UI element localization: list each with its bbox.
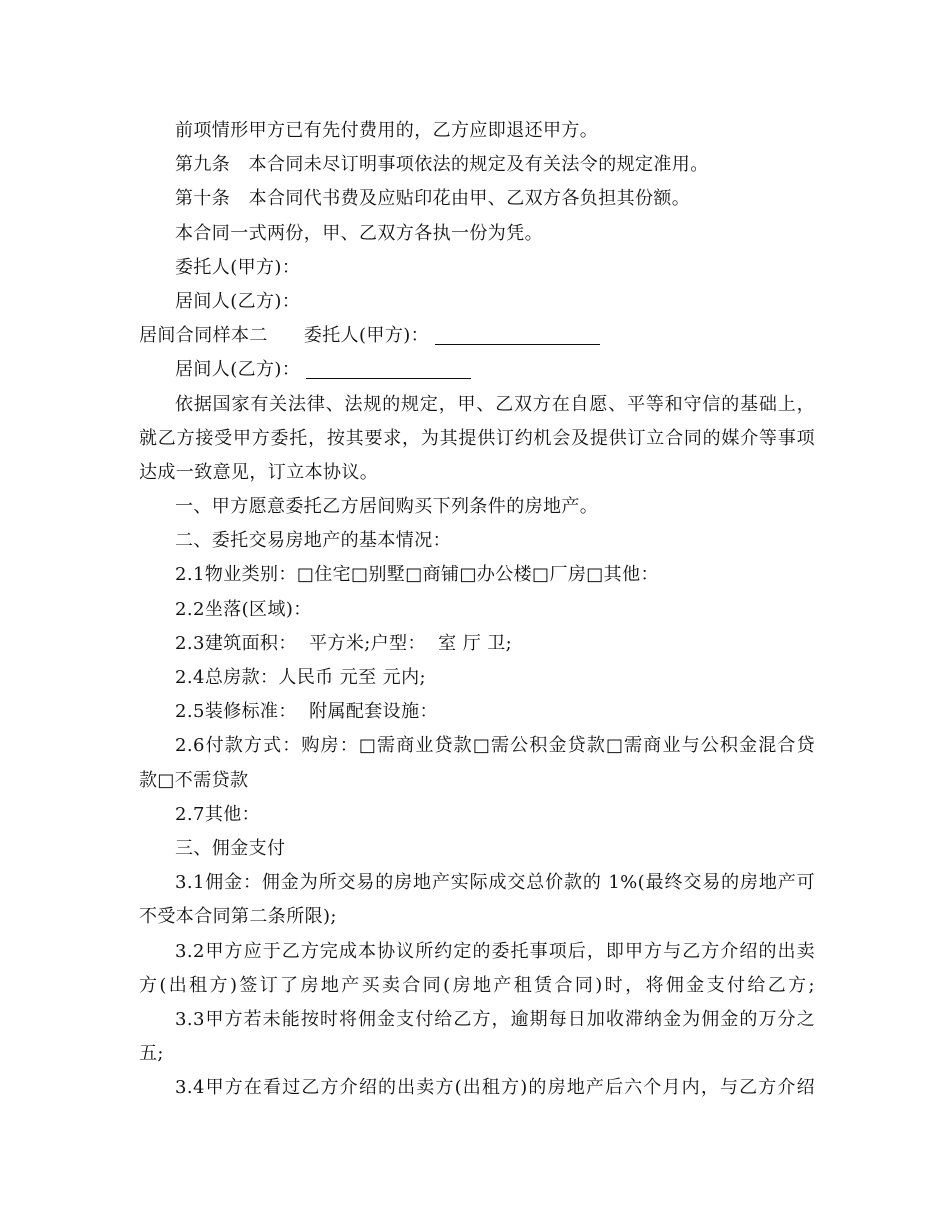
item-2-4-total-price: 2.4总房款：人民币 元至 元内;	[175, 667, 426, 688]
sample-two-agent-line	[139, 353, 815, 387]
client-signature-label: 委托人(甲方)：	[175, 256, 301, 278]
sample-two-heading: 居间合同样本二	[139, 325, 268, 347]
item-2-3-area: 2.3建筑面积： 平方米;户型： 室 厅 卫;	[175, 632, 513, 654]
item-2-7-other: 2.7其他：	[175, 803, 261, 825]
item-3-1-line-1: 3.1佣金：佣金为所交易的房地产实际成交总价款的 1%(最终交易的房地产可	[175, 872, 815, 894]
item-3-2-line-1: 3.2甲方应于乙方完成本协议所约定的委托事项后，即甲方与乙方介绍的出卖	[175, 940, 815, 962]
item-3-3-line-1: 3.3甲方若未能按时将佣金支付给乙方，逾期每日加收滞纳金为佣金的万分之	[175, 1008, 815, 1030]
sample-two-agent-label: 居间人(乙方)：	[175, 359, 301, 381]
preamble-line-1: 依据国家有关法律、法规的规定，甲、乙双方在自愿、平等和守信的基础上，	[175, 393, 815, 415]
item-3-3-line-2: 五;	[139, 1043, 164, 1065]
section-three: 三、佣金支付	[175, 837, 286, 859]
agent-blank-line	[306, 358, 471, 379]
document-body	[139, 114, 815, 1105]
item-2-6-payment-line-1: 2.6付款方式：购房：□需商业贷款□需公积金贷款□需商业与公积金混合贷	[175, 735, 815, 757]
section-two: 二、委托交易房地产的基本情况：	[175, 530, 451, 552]
copies-statement: 本合同一式两份，甲、乙双方各执一份为凭。	[175, 222, 543, 244]
item-2-5-decoration: 2.5装修标准： 附属配套设施：	[175, 701, 438, 723]
item-2-1-property-type: 2.1物业类别：□住宅□别墅□商铺□办公楼□厂房□其他：	[175, 564, 659, 586]
sample-two-header-line	[139, 319, 815, 353]
item-3-2-line-2: 方(出租方)签订了房地产买卖合同(房地产租赁合同)时，将佣金支付给乙方;	[139, 974, 815, 996]
agent-signature-label: 居间人(乙方)：	[175, 290, 301, 312]
clause-ten: 第十条 本合同代书费及应贴印花由甲、乙双方各负担其份额。	[175, 188, 691, 210]
section-one: 一、甲方愿意委托乙方居间购买下列条件的房地产。	[175, 496, 599, 518]
preamble-line-2: 就乙方接受甲方委托，按其要求，为其提供订约机会及提供订立合同的媒介等事项	[139, 427, 815, 449]
preamble-line-3: 达成一致意见，订立本协议。	[139, 461, 379, 483]
item-2-6-payment-line-2: 款□不需贷款	[139, 769, 249, 791]
item-2-2-location: 2.2坐落(区域)：	[175, 598, 312, 620]
client-blank-line	[435, 324, 600, 345]
sample-two-client-label: 委托人(甲方)：	[303, 325, 430, 347]
clause-refund: 前项情形甲方已有先付费用的，乙方应即退还甲方。	[175, 120, 599, 141]
item-3-4-line-1: 3.4甲方在看过乙方介绍的出卖方(出租方)的房地产后六个月内，与乙方介绍	[175, 1077, 815, 1099]
clause-nine: 第九条 本合同未尽订明事项依法的规定及有关法令的规定准用。	[175, 154, 709, 176]
item-3-1-line-2: 不受本合同第二条所限);	[139, 906, 337, 928]
